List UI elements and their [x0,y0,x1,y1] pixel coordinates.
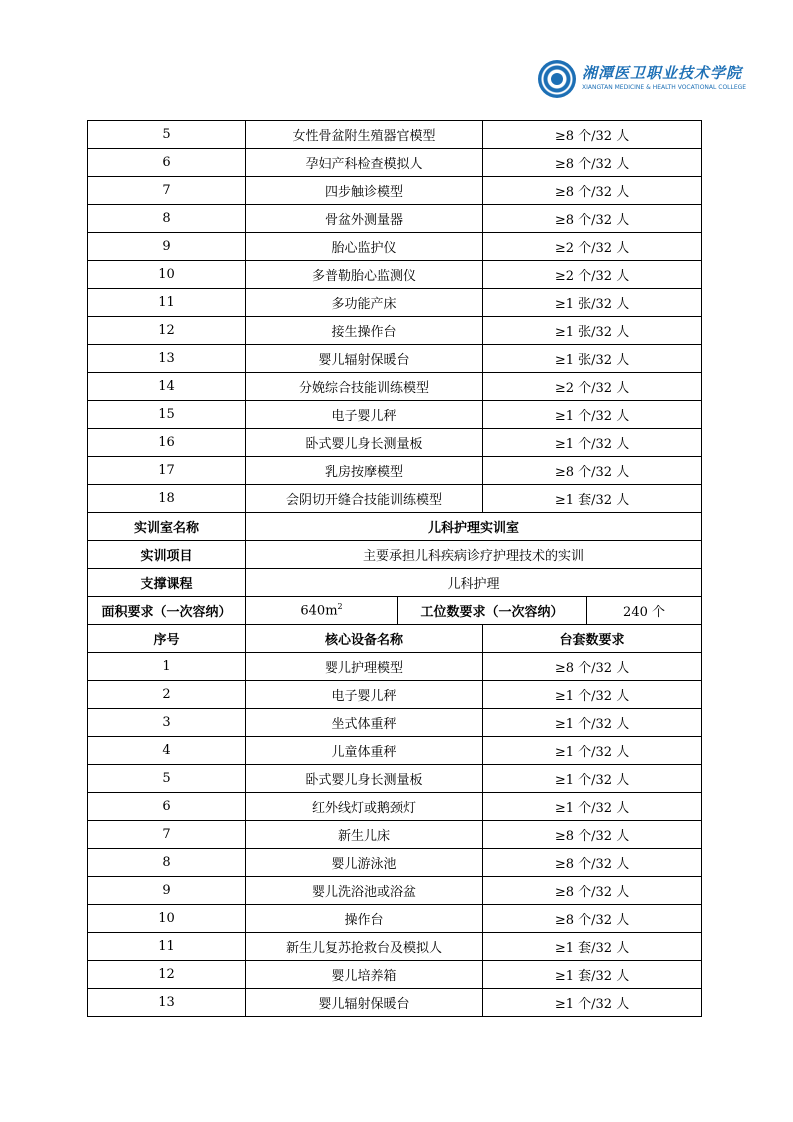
table-row [88,485,702,513]
table-row [88,149,702,177]
row-number: 3 [88,709,246,737]
table-row [88,457,702,485]
station-value: 240 个 [587,597,702,625]
equipment-table [87,120,702,1017]
col-header-name: 核心设备名称 [246,625,483,653]
equipment-name: 电子婴儿秤 [246,681,483,709]
equipment-name: 骨盆外测量器 [246,205,483,233]
row-number: 10 [88,261,246,289]
equipment-quantity: ≥8 个/32 人 [483,457,702,485]
equipment-name: 操作台 [246,905,483,933]
equipment-quantity: ≥8 个/32 人 [483,205,702,233]
equipment-quantity: ≥1 张/32 人 [483,317,702,345]
row-number: 4 [88,737,246,765]
equipment-quantity: ≥1 套/32 人 [483,933,702,961]
college-seal-icon [538,60,576,98]
row-number: 10 [88,905,246,933]
row-number: 11 [88,289,246,317]
table-row [88,709,702,737]
equipment-name: 女性骨盆附生殖器官模型 [246,121,483,149]
equipment-quantity: ≥1 张/32 人 [483,345,702,373]
college-name-en: XIANGTAN MEDICINE & HEALTH VOCATIONAL COLLEGE [582,84,747,91]
column-header-row [88,625,702,653]
equipment-name: 电子婴儿秤 [246,401,483,429]
equipment-name: 孕妇产科检查模拟人 [246,149,483,177]
equipment-name: 婴儿辐射保暖台 [246,345,483,373]
equipment-quantity: ≥8 个/32 人 [483,653,702,681]
row-number: 6 [88,149,246,177]
table-row [88,961,702,989]
equipment-name: 卧式婴儿身长测量板 [246,429,483,457]
equipment-quantity: ≥8 个/32 人 [483,905,702,933]
table-row [88,905,702,933]
equipment-quantity: ≥8 个/32 人 [483,121,702,149]
row-number: 1 [88,653,246,681]
row-number: 11 [88,933,246,961]
col-header-no: 序号 [88,625,246,653]
equipment-quantity: ≥8 个/32 人 [483,877,702,905]
equipment-quantity: ≥8 个/32 人 [483,177,702,205]
training-project-value: 主要承担儿科疾病诊疗护理技术的实训 [246,541,702,569]
college-logo [538,60,747,100]
table-row [88,177,702,205]
table-row [88,121,702,149]
row-number: 15 [88,401,246,429]
equipment-name: 分娩综合技能训练模型 [246,373,483,401]
equipment-quantity: ≥8 个/32 人 [483,821,702,849]
equipment-name: 新生儿复苏抢救台及模拟人 [246,933,483,961]
equipment-name: 四步触诊模型 [246,177,483,205]
equipment-quantity: ≥1 个/32 人 [483,793,702,821]
equipment-quantity: ≥1 个/32 人 [483,765,702,793]
row-number: 7 [88,821,246,849]
table-row [88,653,702,681]
row-number: 2 [88,681,246,709]
row-number: 8 [88,205,246,233]
table-row [88,933,702,961]
equipment-name: 卧式婴儿身长测量板 [246,765,483,793]
table-row [88,429,702,457]
equipment-name: 乳房按摩模型 [246,457,483,485]
equipment-name: 红外线灯或鹅颈灯 [246,793,483,821]
equipment-name: 婴儿洗浴池或浴盆 [246,877,483,905]
equipment-quantity: ≥8 个/32 人 [483,849,702,877]
equipment-name: 坐式体重秤 [246,709,483,737]
area-value: $640m^2$ [246,597,398,625]
equipment-name: 婴儿辐射保暖台 [246,989,483,1017]
support-course-value: 儿科护理 [246,569,702,597]
row-number: 14 [88,373,246,401]
table-row [88,345,702,373]
equipment-quantity: ≥8 个/32 人 [483,149,702,177]
support-course-label: 支撑课程 [88,569,246,597]
equipment-quantity: ≥1 个/32 人 [483,681,702,709]
equipment-quantity: ≥2 个/32 人 [483,261,702,289]
table-row [88,989,702,1017]
row-number: 8 [88,849,246,877]
equipment-quantity: ≥1 个/32 人 [483,709,702,737]
col-header-qty: 台套数要求 [483,625,702,653]
row-number: 7 [88,177,246,205]
equipment-quantity: ≥1 套/32 人 [483,485,702,513]
table-row [88,373,702,401]
row-number: 9 [88,233,246,261]
row-number: 6 [88,793,246,821]
row-number: 13 [88,989,246,1017]
equipment-quantity: ≥2 个/32 人 [483,233,702,261]
room-name-value: 儿科护理实训室 [246,513,702,541]
row-number: 13 [88,345,246,373]
row-number: 18 [88,485,246,513]
table-row [88,289,702,317]
table-row [88,793,702,821]
table-row [88,765,702,793]
equipment-name: 婴儿游泳池 [246,849,483,877]
row-number: 5 [88,121,246,149]
equipment-name: 会阴切开缝合技能训练模型 [246,485,483,513]
equipment-name: 婴儿护理模型 [246,653,483,681]
training-project-row [88,541,702,569]
table-row [88,233,702,261]
equipment-quantity: ≥1 个/32 人 [483,989,702,1017]
equipment-quantity: ≥1 个/32 人 [483,429,702,457]
room-name-row [88,513,702,541]
equipment-name: 多功能产床 [246,289,483,317]
table-row [88,877,702,905]
table-row [88,849,702,877]
station-label: 工位数要求（一次容纳） [398,597,587,625]
equipment-quantity: ≥2 个/32 人 [483,373,702,401]
table-row [88,681,702,709]
row-number: 17 [88,457,246,485]
equipment-name: 婴儿培养箱 [246,961,483,989]
equipment-quantity: ≥1 个/32 人 [483,401,702,429]
training-project-label: 实训项目 [88,541,246,569]
room-name-label: 实训室名称 [88,513,246,541]
table-row [88,821,702,849]
table-row [88,317,702,345]
table-row [88,401,702,429]
row-number: 16 [88,429,246,457]
row-number: 5 [88,765,246,793]
table-row [88,261,702,289]
area-row [88,597,702,625]
equipment-quantity: ≥1 个/32 人 [483,737,702,765]
equipment-quantity: ≥1 张/32 人 [483,289,702,317]
row-number: 9 [88,877,246,905]
equipment-name: 多普勒胎心监测仪 [246,261,483,289]
row-number: 12 [88,317,246,345]
equipment-name: 接生操作台 [246,317,483,345]
equipment-name: 儿童体重秤 [246,737,483,765]
table-row [88,737,702,765]
equipment-name: 胎心监护仪 [246,233,483,261]
table-row [88,205,702,233]
equipment-name: 新生儿床 [246,821,483,849]
equipment-quantity: ≥1 套/32 人 [483,961,702,989]
area-label: 面积要求（一次容纳） [88,597,246,625]
support-course-row [88,569,702,597]
row-number: 12 [88,961,246,989]
college-name-cn: 湘潭医卫职业技术学院 [582,64,743,82]
